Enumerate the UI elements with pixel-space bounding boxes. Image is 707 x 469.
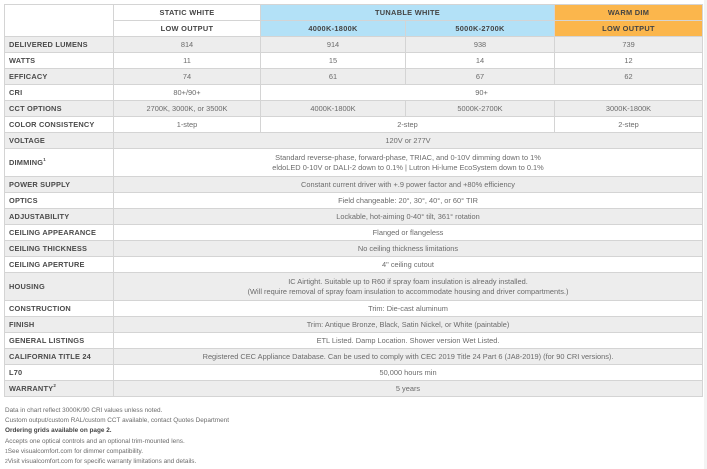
cell-value: 67 bbox=[406, 69, 555, 85]
row-label: VOLTAGE bbox=[5, 133, 114, 149]
cell-value: ETL Listed. Damp Location. Shower version Wet Listed. bbox=[114, 333, 703, 349]
row-general-listings bbox=[5, 333, 703, 349]
housing-line-2: (Will require removal of spray foam insulation to accommodate housing and driver compartments.) bbox=[247, 286, 569, 296]
row-l70 bbox=[5, 365, 703, 381]
row-label bbox=[5, 381, 114, 397]
cell-value: Trim: Die-cast aluminum bbox=[114, 301, 703, 317]
cell-value: Field changeable: 20°, 30°, 40°, or 60° TIR bbox=[114, 193, 703, 209]
footnote-1-mark: 1 bbox=[5, 448, 8, 455]
row-label: POWER SUPPLY bbox=[5, 177, 114, 193]
row-label: CRI bbox=[5, 85, 114, 101]
footnote-2-mark: 2 bbox=[5, 459, 8, 466]
cell-value: 814 bbox=[114, 37, 261, 53]
cell-value: 14 bbox=[406, 53, 555, 69]
footnote-mark: 2 bbox=[53, 382, 57, 388]
row-label: CCT OPTIONS bbox=[5, 101, 114, 117]
row-housing bbox=[5, 273, 703, 301]
row-label: L70 bbox=[5, 365, 114, 381]
cell-value: 80+/90+ bbox=[114, 85, 261, 101]
cell-value: 120V or 277V bbox=[114, 133, 703, 149]
dimming-line-2: eldoLED 0-10V or DALI-2 down to 0.1% | Lutron Hi-lume EcoSystem down to 0.1% bbox=[272, 162, 544, 172]
row-efficacy bbox=[5, 69, 703, 85]
header-static-white: STATIC WHITE bbox=[114, 5, 261, 21]
row-warranty bbox=[5, 381, 703, 397]
row-power-supply bbox=[5, 177, 703, 193]
cell-value: Constant current driver with +.9 power factor and +80% efficiency bbox=[114, 177, 703, 193]
row-cri bbox=[5, 85, 703, 101]
footnote-1 bbox=[5, 447, 229, 457]
header-tunable-5000k: 5000K-2700K bbox=[406, 21, 555, 37]
row-label: EFFICACY bbox=[5, 69, 114, 85]
header-corner bbox=[5, 5, 114, 37]
cell-value: Lockable, hot-aiming 0-40° tilt, 361° rotation bbox=[114, 209, 703, 225]
row-label: CEILING APPEARANCE bbox=[5, 225, 114, 241]
row-voltage bbox=[5, 133, 703, 149]
cell-value: 61 bbox=[261, 69, 406, 85]
footnote-2-text: Visit visualcomfort.com for specific warranty limitations and details. bbox=[7, 458, 197, 466]
footnote-mark: 1 bbox=[43, 156, 46, 162]
row-label: CEILING APERTURE bbox=[5, 257, 114, 273]
header-row-families bbox=[5, 5, 703, 21]
row-label: ADJUSTABILITY bbox=[5, 209, 114, 225]
row-label: COLOR CONSISTENCY bbox=[5, 117, 114, 133]
row-ceiling-thickness bbox=[5, 241, 703, 257]
cell-value: 739 bbox=[555, 37, 703, 53]
header-tunable-4000k: 4000K-1800K bbox=[261, 21, 406, 37]
note-optical-controls: Accepts one optical controls and an optional trim-mounted lens. bbox=[5, 437, 185, 445]
cell-value: 74 bbox=[114, 69, 261, 85]
row-finish bbox=[5, 317, 703, 333]
row-optics bbox=[5, 193, 703, 209]
spec-table bbox=[4, 4, 703, 397]
row-construction bbox=[5, 301, 703, 317]
footnote-1-text: See visualcomfort.com for dimmer compatibility. bbox=[7, 447, 143, 455]
cell-value: Trim: Antique Bronze, Black, Satin Nickel, or White (paintable) bbox=[114, 317, 703, 333]
row-label: CONSTRUCTION bbox=[5, 301, 114, 317]
row-label: WATTS bbox=[5, 53, 114, 69]
cell-value: 938 bbox=[406, 37, 555, 53]
footnotes bbox=[5, 406, 229, 467]
header-warm-dim: WARM DIM bbox=[555, 5, 703, 21]
row-label: FINISH bbox=[5, 317, 114, 333]
row-label: CALIFORNIA TITLE 24 bbox=[5, 349, 114, 365]
label-text: WARRANTY bbox=[9, 383, 54, 393]
note-data-reflect: Data in chart reflect 3000K/90 CRI values unless noted. bbox=[5, 407, 163, 414]
row-label: OPTICS bbox=[5, 193, 114, 209]
row-watts bbox=[5, 53, 703, 69]
cell-value: 4" ceiling cutout bbox=[114, 257, 703, 273]
header-tunable-white: TUNABLE WHITE bbox=[261, 5, 555, 21]
cell-value: 1-step bbox=[114, 117, 261, 133]
cell-value: 2-step bbox=[555, 117, 703, 133]
row-ceiling-appearance bbox=[5, 225, 703, 241]
footnote-2 bbox=[5, 457, 229, 467]
row-dimming bbox=[5, 149, 703, 177]
cell-value: 5000K-2700K bbox=[406, 101, 555, 117]
cell-value: 15 bbox=[261, 53, 406, 69]
cell-value: 62 bbox=[555, 69, 703, 85]
row-label: CEILING THICKNESS bbox=[5, 241, 114, 257]
cell-value: Flanged or flangeless bbox=[114, 225, 703, 241]
cell-value: Registered CEC Appliance Database. Can be used to comply with CEC 2019 Title 24 Part 6 (JA8-2019) (for 90 CRI versions). bbox=[114, 349, 703, 365]
row-cct-options bbox=[5, 101, 703, 117]
housing-line-1: IC Airtight. Suitable up to R60 if spray foam insulation is already installed. bbox=[288, 277, 528, 287]
row-ceiling-aperture bbox=[5, 257, 703, 273]
row-california-title-24 bbox=[5, 349, 703, 365]
cell-value: 4000K-1800K bbox=[261, 101, 406, 117]
row-label: HOUSING bbox=[5, 273, 114, 301]
cell-value: 50,000 hours min bbox=[114, 365, 703, 381]
label-text: DIMMING bbox=[9, 157, 44, 167]
row-delivered-lumens bbox=[5, 37, 703, 53]
dimming-line-1: Standard reverse-phase, forward-phase, TRIAC, and 0-10V dimming down to 1% bbox=[275, 153, 541, 163]
cell-value bbox=[114, 273, 703, 301]
note-custom-output: Custom output/custom RAL/custom CCT available, contact Quotes Department bbox=[5, 417, 230, 425]
row-label bbox=[5, 149, 114, 177]
cell-value: 90+ bbox=[261, 85, 703, 101]
row-label: GENERAL LISTINGS bbox=[5, 333, 114, 349]
cell-value: 12 bbox=[555, 53, 703, 69]
cell-value bbox=[114, 149, 703, 177]
header-warm-low-output: LOW OUTPUT bbox=[555, 21, 703, 37]
row-label: DELIVERED LUMENS bbox=[5, 37, 114, 53]
header-static-low-output: LOW OUTPUT bbox=[114, 21, 261, 37]
row-color-consistency bbox=[5, 117, 703, 133]
cell-value: 2700K, 3000K, or 3500K bbox=[114, 101, 261, 117]
cell-value: 5 years bbox=[114, 381, 703, 397]
cell-value: 914 bbox=[261, 37, 406, 53]
cell-value: 2-step bbox=[261, 117, 555, 133]
cell-value: No ceiling thickness limitations bbox=[114, 241, 703, 257]
note-ordering-grids: Ordering grids available on page 2. bbox=[5, 427, 112, 435]
row-adjustability bbox=[5, 209, 703, 225]
cell-value: 11 bbox=[114, 53, 261, 69]
cell-value: 3000K-1800K bbox=[555, 101, 703, 117]
